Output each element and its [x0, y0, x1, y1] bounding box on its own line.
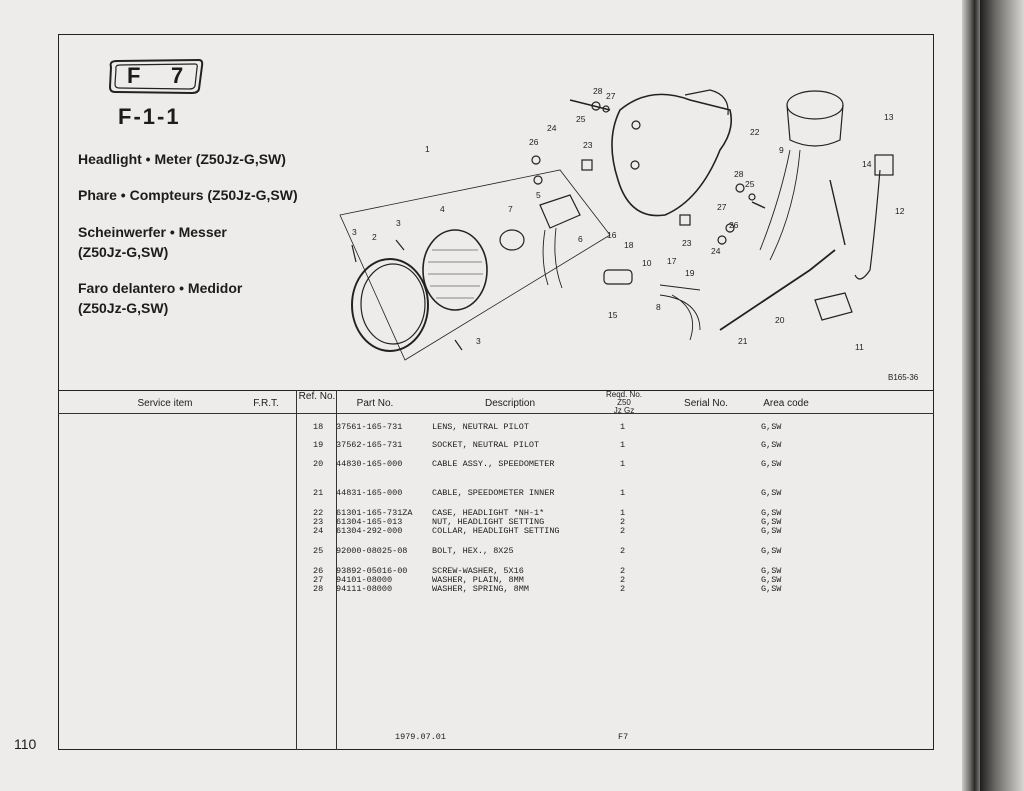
header-service-item: Service item — [137, 398, 193, 409]
callout-1: 1 — [425, 144, 430, 154]
header-serial-no: Serial No. — [684, 398, 728, 409]
title-english: Headlight • Meter (Z50Jz-G,SW) — [78, 151, 286, 167]
svg-text:23: 23 — [583, 140, 593, 150]
svg-text:12: 12 — [895, 206, 905, 216]
svg-text:27: 27 — [606, 91, 616, 101]
svg-text:10: 10 — [642, 258, 652, 268]
svg-text:19: 19 — [685, 268, 695, 278]
svg-text:6: 6 — [578, 234, 583, 244]
svg-text:20: 20 — [775, 315, 785, 325]
col-divider — [296, 390, 297, 750]
svg-text:28: 28 — [734, 169, 744, 179]
svg-text:14: 14 — [862, 159, 872, 169]
svg-text:25: 25 — [576, 114, 586, 124]
section-divider — [58, 390, 934, 391]
svg-text:16: 16 — [607, 230, 617, 240]
book-spine — [962, 0, 980, 791]
svg-text:27: 27 — [717, 202, 727, 212]
svg-text:28: 28 — [593, 86, 603, 96]
title-german: Scheinwerfer • Messer (Z50Jz-G,SW) — [78, 224, 227, 260]
diagram-code: B165-36 — [888, 373, 919, 382]
svg-text:3: 3 — [396, 218, 401, 228]
figure-badge — [107, 57, 205, 95]
svg-text:17: 17 — [667, 256, 677, 266]
svg-text:26: 26 — [729, 220, 739, 230]
svg-text:8: 8 — [656, 302, 661, 312]
header-reqd: Reqd. No. Z50 Jz Gz — [605, 390, 643, 415]
svg-text:13: 13 — [884, 112, 894, 122]
svg-text:3: 3 — [352, 227, 357, 237]
svg-text:22: 22 — [750, 127, 760, 137]
exploded-parts-diagram — [330, 76, 930, 386]
svg-text:9: 9 — [779, 145, 784, 155]
figure-letter: F — [127, 63, 141, 88]
svg-text:3: 3 — [476, 336, 481, 346]
svg-text:18: 18 — [624, 240, 634, 250]
table-header-rule — [58, 413, 934, 414]
svg-text:24: 24 — [711, 246, 721, 256]
svg-text:26: 26 — [529, 137, 539, 147]
header-part-no: Part No. — [356, 398, 394, 409]
svg-text:25: 25 — [745, 179, 755, 189]
svg-text:7: 7 — [508, 204, 513, 214]
footer-code: F7 — [618, 732, 629, 742]
svg-text:15: 15 — [608, 310, 618, 320]
svg-text:2: 2 — [372, 232, 377, 242]
svg-text:11: 11 — [855, 342, 864, 352]
figure-number: 7 — [171, 63, 184, 88]
title-french: Phare • Compteurs (Z50Jz-G,SW) — [78, 187, 298, 203]
svg-text:23: 23 — [682, 238, 692, 248]
header-description: Description — [484, 398, 536, 409]
next-page-edge — [980, 0, 1024, 791]
title-spanish: Faro delantero • Medidor (Z50Jz-G,SW) — [78, 280, 243, 316]
figure-subtitle: F-1-1 — [118, 104, 181, 129]
svg-text:21: 21 — [738, 336, 748, 346]
header-area-code: Area code — [763, 398, 809, 409]
header-ref-no: Ref. No. — [298, 391, 336, 402]
svg-text:24: 24 — [547, 123, 557, 133]
svg-text:4: 4 — [440, 204, 445, 214]
footer-date: 1979.07.01 — [395, 732, 447, 742]
header-frt: F.R.T. — [253, 398, 279, 409]
page-number: 110 — [14, 736, 37, 752]
svg-text:5: 5 — [536, 190, 541, 200]
